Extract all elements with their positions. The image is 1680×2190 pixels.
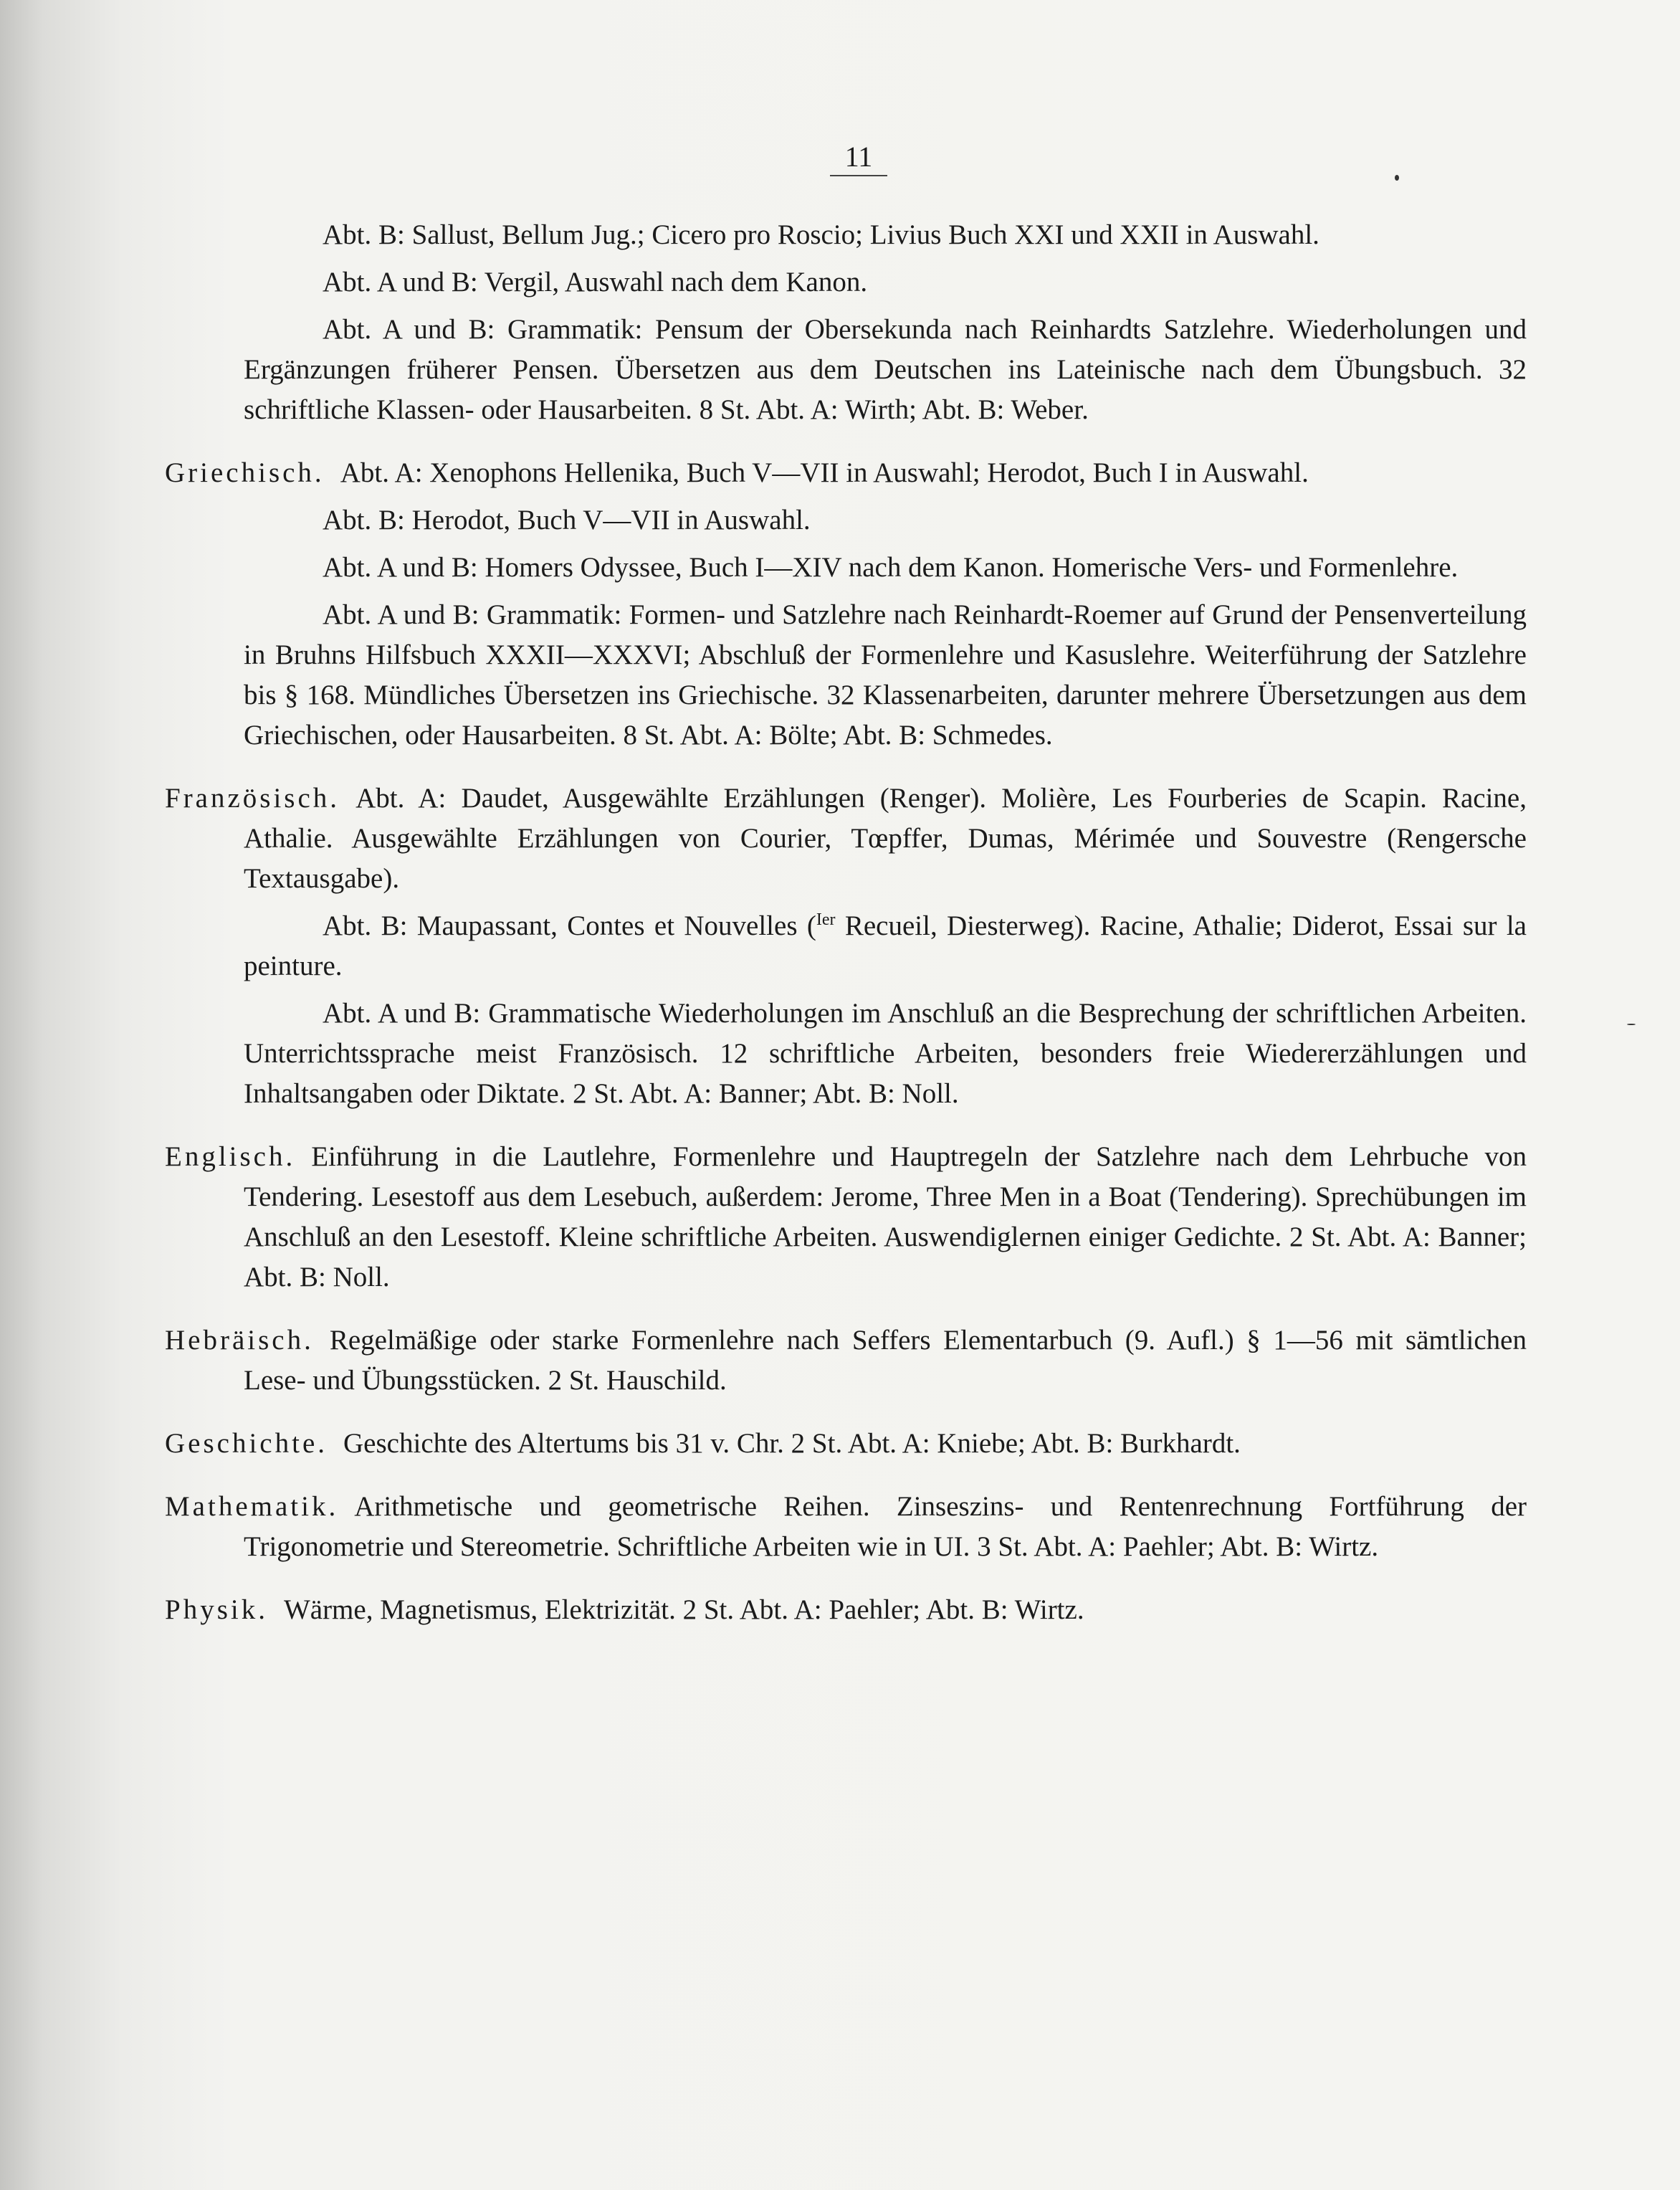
- section-englisch: [165, 1137, 1527, 1298]
- griechisch-paragraph: Abt. B: Herodot, Buch V—VII in Auswahl.: [323, 505, 811, 535]
- paragraph-text: Abt. B: Maupassant, Contes et Nouvelles (: [323, 910, 816, 941]
- section-physik: [165, 1590, 1527, 1630]
- section-geschichte: [165, 1424, 1527, 1464]
- mathematik-paragraph: [165, 1487, 1527, 1567]
- section-franzoesisch: [165, 779, 1527, 1114]
- print-speck: [1627, 1024, 1636, 1025]
- subject-heading: Französisch.: [165, 783, 340, 814]
- page-number: 11: [830, 140, 887, 176]
- paragraph-text: Geschichte des Altertums bis 31 v. Chr. 2 St. Abt. A: Kniebe; Abt. B: Burkhardt.: [343, 1428, 1241, 1459]
- superscript: Ier: [816, 910, 836, 929]
- paragraph-text: Abt. A: Xenophons Hellenika, Buch V—VII in Auswahl; Herodot, Buch I in Auswahl.: [340, 457, 1309, 488]
- section-griechisch: [165, 453, 1527, 756]
- franzoesisch-paragraph: [165, 779, 1527, 899]
- subject-heading: Mathematik.: [165, 1491, 339, 1522]
- paragraph-text: Abt. A: Daudet, Ausgewählte Erzählungen (Renger). Molière, Les Fourberies de Scapin. Racine, Athalie. Ausgewählte Erzählungen von Courier, Tœpffer, Dumas, Mérimée und Souvestre (Rengersche Textausgabe).: [244, 783, 1527, 894]
- paragraph-text: Arithmetische und geometrische Reihen. Zinseszins- und Rentenrechnung Fortführung der Trigonometrie und Stereometrie. Schriftliche Arbeiten wie in UI. 3 St. Abt. A: Paehler; Abt. B: Wirtz.: [244, 1491, 1527, 1562]
- section-mathematik: [165, 1487, 1527, 1567]
- franzoesisch-paragraph: [165, 906, 1527, 986]
- franzoesisch-paragraph: Abt. A und B: Grammatische Wiederholungen im Anschluß an die Besprechung der schriftlichen Arbeiten. Unterrichtssprache meist Französisch. 12 schriftliche Arbeiten, besonders freie Wiedererzählungen und Inhaltsangaben oder Diktate. 2 St. Abt. A: Banner; Abt. B: Noll.: [244, 998, 1527, 1109]
- physik-paragraph: [165, 1590, 1527, 1630]
- subject-heading: Physik.: [165, 1594, 268, 1625]
- subject-heading: Hebräisch.: [165, 1325, 314, 1356]
- subject-heading: Geschichte.: [165, 1428, 328, 1459]
- subject-heading: Griechisch.: [165, 457, 325, 488]
- paragraph-text: Wärme, Magnetismus, Elektrizität. 2 St. Abt. A: Paehler; Abt. B: Wirtz.: [283, 1594, 1084, 1625]
- print-speck: [1395, 175, 1399, 181]
- paragraph-text: Regelmäßige oder starke Formenlehre nach Seffers Elementarbuch (9. Aufl.) § 1—56 mit sämtlichen Lese- und Übungsstücken. 2 St. Hauschild.: [244, 1325, 1527, 1396]
- paragraph-text: Recueil, Diesterweg). Racine, Athalie; Diderot, Essai sur la peinture.: [244, 910, 1527, 981]
- griechisch-paragraph: [165, 453, 1527, 493]
- geschichte-paragraph: [165, 1424, 1527, 1464]
- englisch-paragraph: [165, 1137, 1527, 1298]
- subject-heading: Englisch.: [165, 1141, 296, 1172]
- section-hebraeisch: [165, 1320, 1527, 1401]
- latin-paragraph: Abt. A und B: Vergil, Auswahl nach dem Kanon.: [323, 267, 868, 297]
- section-latin: [165, 215, 1527, 430]
- hebraeisch-paragraph: [165, 1320, 1527, 1401]
- griechisch-paragraph: Abt. A und B: Grammatik: Formen- und Satzlehre nach Reinhardt-Roemer auf Grund der Pensenverteilung in Bruhns Hilfsbuch XXXII—XXXVI; Abschluß der Formenlehre und Kasuslehre. Weiterführung der Satzlehre bis § 168. Mündliches Übersetzen ins Griechische. 32 Klassenarbeiten, darunter mehrere Übersetzungen aus dem Griechischen, oder Hausarbeiten. 8 St. Abt. A: Bölte; Abt. B: Schmedes.: [244, 599, 1527, 751]
- paragraph-text: Einführung in die Lautlehre, Formenlehre und Hauptregeln der Satzlehre nach dem Lehrbuche von Tendering. Lesestoff aus dem Lesebuch, außerdem: Jerome, Three Men in a Boat (Tendering). Sprechübungen im Anschluß an den Lesestoff. Kleine schriftliche Arbeiten. Auswendiglernen einiger Gedichte. 2 St. Abt. A: Banner; Abt. B: Noll.: [244, 1141, 1527, 1292]
- latin-paragraph: Abt. B: Sallust, Bellum Jug.; Cicero pro Roscio; Livius Buch XXI und XXII in Auswahl.: [323, 219, 1319, 250]
- latin-paragraph: Abt. A und B: Grammatik: Pensum der Obersekunda nach Reinhardts Satzlehre. Wiederholungen und Ergänzungen früherer Pensen. Übersetzen aus dem Deutschen ins Lateinische nach dem Übungsbuch. 32 schriftliche Klassen- oder Hausarbeiten. 8 St. Abt. A: Wirth; Abt. B: Weber.: [244, 314, 1527, 425]
- griechisch-paragraph: Abt. A und B: Homers Odyssee, Buch I—XIV nach dem Kanon. Homerische Vers- und Formenlehre.: [323, 552, 1459, 583]
- page-body: [165, 215, 1527, 1653]
